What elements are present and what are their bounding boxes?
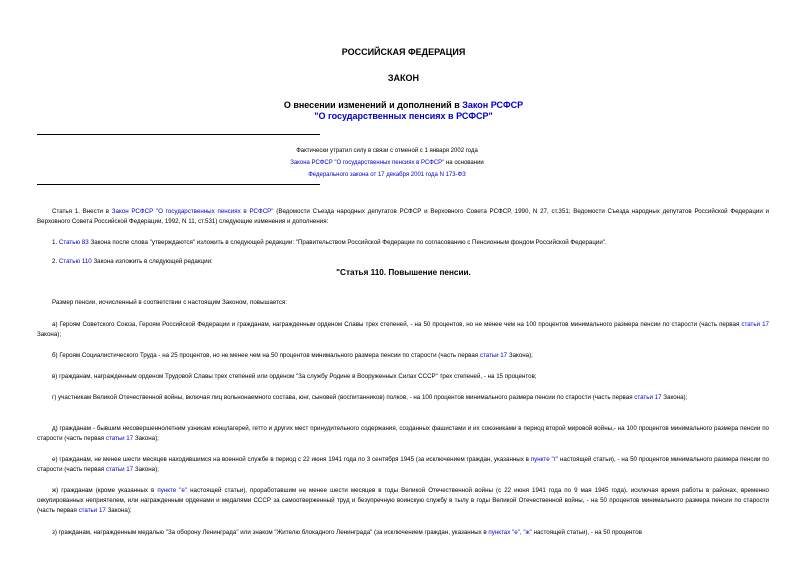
note-law-link[interactable]: Закона РСФСР "О государственных пенсиях в РСФСР" xyxy=(290,160,445,166)
clause-e-link[interactable]: пункте "г" xyxy=(530,456,559,463)
clause-e xyxy=(37,455,769,475)
clause-g-end: Закона); xyxy=(661,394,688,401)
item-1-text: Закона после слова "утверждаются" изложить в следующей редакции: "Правительством Российской Федерации по согласованию с Пенсионным фондом Российской Федерации". xyxy=(88,239,607,246)
article-1-paragraph xyxy=(37,207,769,227)
clause-g-link[interactable]: статьи 17 xyxy=(634,394,662,401)
country-heading: РОССИЙСКАЯ ФЕДЕРАЦИЯ xyxy=(341,47,466,57)
article-83-link[interactable]: Статью 83 xyxy=(58,239,89,246)
clause-d-end: Закона); xyxy=(133,435,159,442)
clause-a-text: а) Героям Советского Союза, Героям Российской Федерации и гражданам, награжденным орденом Славы трех степеней, - на 50 процентов, но не менее чем на 100 процентов минимального размера пенсии по старости (часть первая xyxy=(52,321,742,328)
clause-zh-text: ж) гражданам (кроме указанных в xyxy=(52,487,158,494)
clause-d xyxy=(37,424,769,444)
note-line1: Фактически утратил силу в связи с отменой с 1 января 2002 года xyxy=(296,148,478,154)
clause-g-text: г) участникам Великой Отечественной войны, включая лиц вольнонаемного состава, юнг, сыновей (воспитанников) полков, - на 100 процентов минимального размера пенсии по старости (часть первая xyxy=(52,394,635,401)
doc-type-heading: ЗАКОН xyxy=(387,73,420,83)
clause-d-link[interactable]: статьи 17 xyxy=(105,435,134,442)
clause-zh-mid: настоящей статьи), проработавшим не менее шести месяцев в годы Великой Отечественной войны (с 22 июня 1941 года по 9 мая 1945 года), исключая время работы в районах, временно оккупированных неприятелем, или награжденным орденами и медалями СССР за самоотверженный труд и безупречную воинскую службу в тылу в годы Великой Отечественной войны, - на 50 процентов минимального размера пенсии по старости (часть первая xyxy=(37,487,769,514)
art1-law-link[interactable]: Закон РСФСР "О государственных пенсиях в РСФСР" xyxy=(111,208,274,215)
validity-note xyxy=(37,145,737,181)
clause-v xyxy=(37,372,769,382)
clause-zh xyxy=(37,486,769,516)
clause-e-text: е) гражданам, не менее шести месяцев находившимся на военной службе в период с 22 июня 1941 года по 3 сентября 1945 (за исключением граждан, указанных в xyxy=(52,456,531,463)
clause-z-end: настоящей статьи), - на 50 процентов xyxy=(531,529,642,536)
art1-text: Статья 1. Внести в xyxy=(52,208,112,215)
clause-zh-end: Закона); xyxy=(105,507,132,514)
item-1-num: 1. xyxy=(52,239,59,246)
art1-text-rest: (Ведомости Съезда народных депутатов РСФСР и Верховного Совета РСФСР, 1990, N 27, ст.351; Ведомости Съезда народных депутатов Российской Федерации и Верховного Совета Российской Федерации, 1992, N 11, ст.531) следующие изменения и дополнения: xyxy=(37,208,769,225)
clause-zh-link2[interactable]: статьи 17 xyxy=(78,507,106,514)
item-2-num: 2. xyxy=(52,258,59,265)
item-1-paragraph xyxy=(37,238,769,248)
clause-b-link[interactable]: статьи 17 xyxy=(479,352,508,359)
clause-g xyxy=(37,393,769,403)
clause-z xyxy=(37,528,769,538)
clause-z-text: з) гражданам, награжденным медалью "За оборону Ленинграда" или знаком "Жителю блокадного Ленинграда" (за исключением граждан, указанных в xyxy=(52,529,489,536)
clause-b-text: б) Героям Социалистического Труда - на 25 процентов, но не менее чем на 50 процентов минимального размера пенсии по старости (часть первая xyxy=(52,352,480,359)
article-110-title: "Статья 110. Повышение пенсии. xyxy=(336,268,471,277)
law-rsfsr-link[interactable]: Закон РСФСР xyxy=(462,100,524,110)
clause-a xyxy=(37,320,769,340)
note-line2 xyxy=(37,157,737,169)
federal-law-link[interactable]: Федерального закона от 17 декабря 2001 года N 173-ФЗ xyxy=(308,172,466,178)
clause-z-link[interactable]: пунктах "е", "ж" xyxy=(488,529,532,536)
clause-b xyxy=(37,351,769,361)
top-divider xyxy=(37,134,320,135)
article-110-link[interactable]: Статью 110 xyxy=(58,258,92,265)
law-title-text: О внесении изменений и дополнений в xyxy=(283,100,463,110)
clause-d-text: д) гражданам - бывшим несовершеннолетним узникам концлагерей, гетто и других мест принудительного содержания, созданных фашистами и их союзниками в период второй мировой войны,- на 100 процентов минимального размера пенсии по старости (часть первая xyxy=(37,425,769,442)
clause-e-mid: настоящей статьи), - на 50 процентов минимального размера пенсии по старости (часть первая xyxy=(37,456,769,473)
law-title-line2[interactable]: "О государственных пенсиях в РСФСР" xyxy=(314,111,493,121)
intro-paragraph xyxy=(37,298,769,308)
clause-zh-link[interactable]: пункте "е" xyxy=(157,487,188,494)
intro-text: Размер пенсии, исчисленный в соответствии с настоящим Законом, повышается: xyxy=(52,299,288,306)
clause-v-text: в) гражданам, награжденным орденом Трудовой Славы трех степеней или орденом "За службу Родине в Вооруженных Силах СССР" трех степеней, - на 15 процентов; xyxy=(52,373,537,380)
note-line2-text: на основании xyxy=(444,160,484,166)
bottom-divider xyxy=(37,184,320,185)
item-2-text: Закона изложить в следующей редакции: xyxy=(91,258,213,265)
clause-a-end: Закона); xyxy=(37,331,62,338)
clause-a-link[interactable]: статьи 17 xyxy=(741,321,769,328)
item-2-paragraph xyxy=(37,257,769,267)
clause-e-end: Закона); xyxy=(133,466,159,473)
law-title-line1 xyxy=(0,100,807,110)
clause-b-end: Закона); xyxy=(507,352,533,359)
clause-e-link2[interactable]: статьи 17 xyxy=(105,466,134,473)
